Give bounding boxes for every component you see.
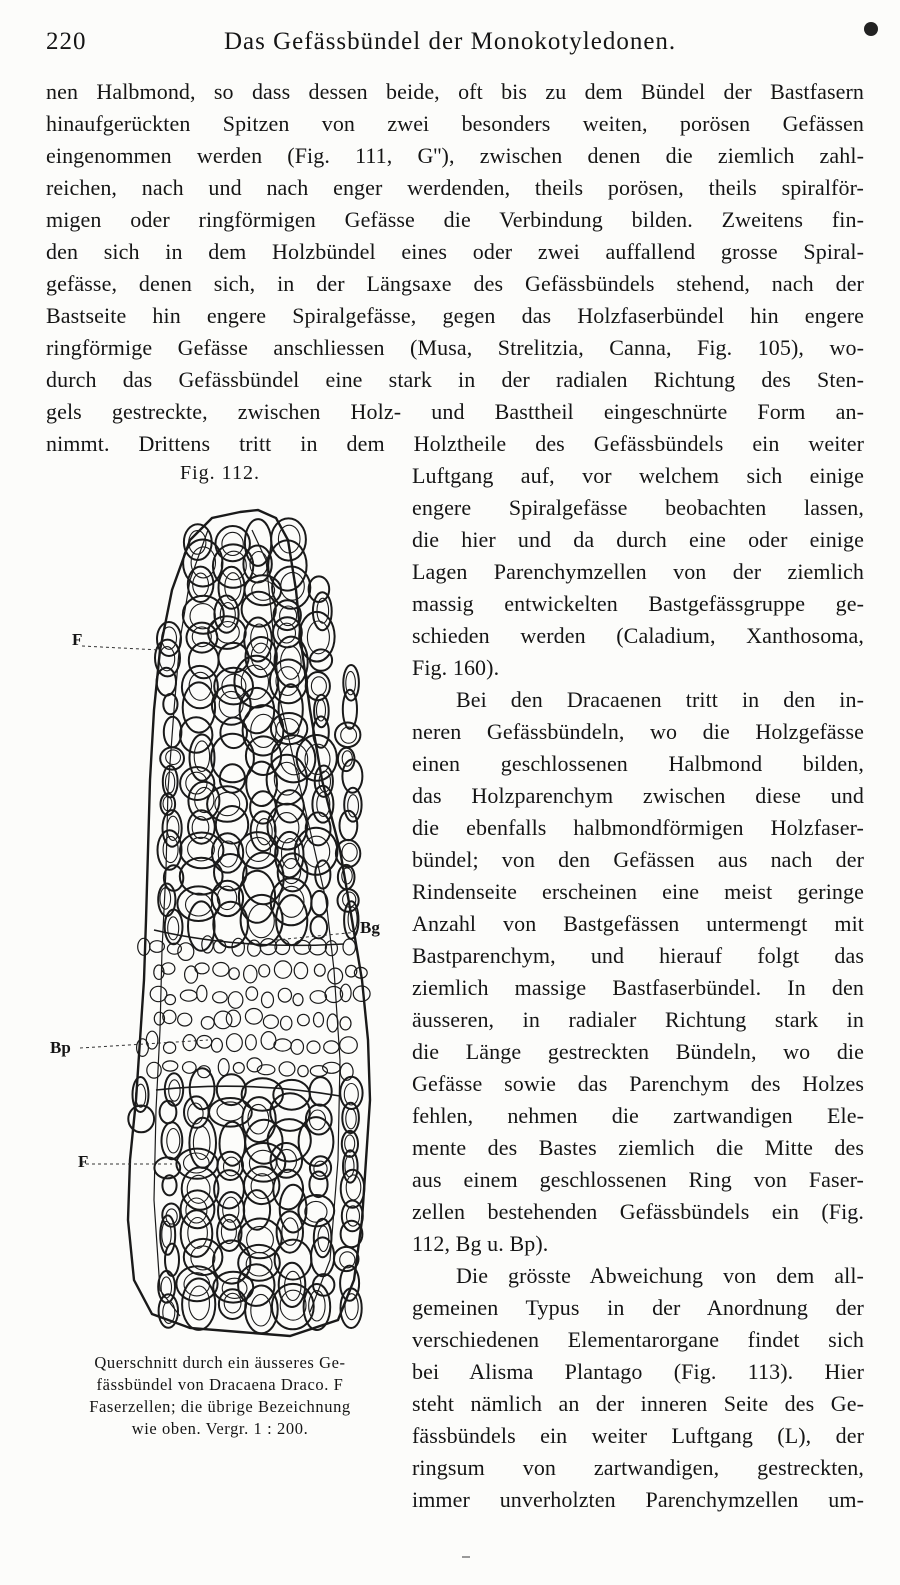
cell-wall bbox=[244, 965, 257, 983]
cell-wall bbox=[201, 1017, 214, 1030]
figure-label-f-bottom: F bbox=[78, 1152, 89, 1171]
text-line: migen oder ringförmigen Gefässe die Verbindung bilden. Zweitens fin- bbox=[46, 207, 864, 232]
text-line: fässbündels ein weiter Luftgang (L), der bbox=[412, 1423, 864, 1448]
text-line: ziemlich massige Bastfaserbündel. In den bbox=[412, 975, 864, 1000]
page-mark bbox=[462, 1556, 470, 1558]
text-line: bündel; von den Gefässen aus nach der bbox=[412, 847, 864, 872]
cell-wall bbox=[298, 1014, 310, 1025]
cell-lumen bbox=[311, 677, 326, 696]
cell-wall bbox=[246, 987, 258, 1000]
cell-lumen bbox=[280, 1290, 306, 1320]
cell-wall bbox=[146, 1031, 158, 1049]
figure-label-bg: Bg bbox=[360, 918, 380, 937]
figure-caption-line: Querschnitt durch ein äusseres Ge- bbox=[94, 1353, 346, 1372]
figure-caption-line: Faserzellen; die übrige Bezeichnung bbox=[89, 1397, 351, 1416]
cell-wall bbox=[218, 1059, 229, 1076]
page-number: 220 bbox=[46, 28, 87, 55]
cell-wall bbox=[248, 940, 261, 956]
text-line: fehlen, nehmen die zartwandigen Ele- bbox=[412, 1103, 864, 1128]
cross-section-illustration bbox=[40, 500, 400, 1350]
cell-wall bbox=[180, 717, 212, 752]
cell-wall bbox=[298, 1066, 308, 1077]
cell-wall bbox=[340, 811, 358, 841]
cell-wall bbox=[274, 1039, 291, 1051]
text-line: bei Alisma Plantago (Fig. 113). Hier bbox=[412, 1359, 864, 1384]
text-line: die ebenfalls halbmondförmigen Holzfaser- bbox=[412, 815, 864, 840]
cell-lumen bbox=[166, 750, 181, 765]
cell-wall bbox=[183, 1035, 196, 1051]
cell-wall bbox=[314, 964, 325, 976]
text-line: gefässe, denen sich, in der Längsaxe des Gefässbündels stehend, nach der bbox=[46, 271, 864, 296]
text-line: ringförmige Gefässe anschliessen (Musa, Strelitzia, Canna, Fig. 105), wo- bbox=[46, 335, 864, 360]
cell-wall bbox=[213, 992, 228, 1003]
cell-wall bbox=[343, 939, 355, 955]
text-line: die hier und da durch eine oder einige bbox=[412, 527, 864, 552]
page-header bbox=[46, 22, 860, 62]
cell-wall bbox=[291, 1040, 304, 1055]
cell-wall bbox=[273, 1170, 303, 1210]
cell-wall bbox=[162, 1122, 183, 1159]
cell-wall bbox=[197, 1036, 212, 1049]
cell-wall bbox=[294, 940, 311, 954]
cell-lumen bbox=[251, 1294, 271, 1326]
cell-lumen bbox=[193, 1126, 210, 1159]
cell-lumen bbox=[247, 1226, 274, 1252]
cell-lumen bbox=[345, 1294, 358, 1320]
cell-lumen bbox=[162, 627, 177, 649]
text-line: Bei den Dracaenen tritt in den in- bbox=[456, 687, 864, 712]
figure-caption-line: wie oben. Vergr. 1 : 200. bbox=[131, 1419, 309, 1438]
text-line: gemeinen Typus in der Anordnung der bbox=[412, 1295, 864, 1320]
cell-wall bbox=[340, 1017, 351, 1030]
text-line: nimmt. Drittens tritt in dem Holztheile des Gefässbündels ein weiter bbox=[46, 431, 864, 456]
cell-wall bbox=[228, 992, 243, 1009]
cell-lumen bbox=[166, 772, 175, 793]
text-line: massig entwickelten Bastgefässgruppe ge- bbox=[412, 591, 864, 616]
cell-lumen bbox=[278, 623, 296, 643]
cell-wall bbox=[311, 891, 327, 915]
text-line: Bastparenchym, und hierauf folgt das bbox=[412, 943, 864, 968]
cell-lumen bbox=[167, 1129, 180, 1153]
cell-wall bbox=[180, 990, 197, 1001]
cell-wall bbox=[310, 991, 326, 1004]
cell-pattern bbox=[128, 518, 370, 1333]
text-line: Gefässe sowie das Parenchym des Holzes bbox=[412, 1071, 864, 1096]
cell-wall bbox=[273, 1080, 310, 1110]
cell-lumen bbox=[168, 917, 179, 940]
text-line: immer unverholzten Parenchymzellen um- bbox=[412, 1487, 864, 1512]
text-line: verschiedenen Elementarorgane findet sich bbox=[412, 1327, 864, 1352]
cell-wall bbox=[147, 1062, 161, 1078]
cell-lumen bbox=[344, 1084, 358, 1105]
cell-wall bbox=[274, 961, 291, 978]
text-line: den sich in dem Holzbündel eines oder zwei auffallend grosse Spiral- bbox=[46, 239, 864, 264]
cell-wall bbox=[211, 1038, 222, 1052]
text-line: zellen bestehenden Gefässbündels ein (Fig. bbox=[412, 1199, 864, 1224]
text-line: das Holzparenchym zwischen diese und bbox=[412, 783, 864, 808]
leader-line-bp bbox=[80, 1040, 208, 1048]
cell-wall bbox=[213, 963, 229, 977]
text-line: Lagen Parenchymzellen von der ziemlich bbox=[412, 559, 864, 584]
cell-wall bbox=[294, 963, 307, 979]
text-line: gels gestreckte, zwischen Holz- und Basttheil eingeschnürte Form an- bbox=[46, 399, 864, 424]
ink-spot bbox=[864, 22, 878, 36]
cell-wall bbox=[229, 968, 239, 980]
text-line: reichen, nach und nach enger werdenden, theils porösen, theils spiralför- bbox=[46, 175, 864, 200]
text-line: 112, Bg u. Bp). bbox=[412, 1231, 549, 1256]
cell-wall bbox=[157, 668, 176, 696]
cell-wall bbox=[262, 992, 274, 1008]
text-line: schieden werden (Caladium, Xanthosoma, bbox=[412, 623, 864, 648]
cell-wall bbox=[246, 1035, 257, 1050]
cell-wall bbox=[324, 1041, 339, 1053]
cell-wall bbox=[314, 1013, 324, 1027]
leader-line-f-top bbox=[82, 646, 160, 650]
text-line: mente des Bastes ziemlich die Mitte des bbox=[412, 1135, 864, 1160]
cell-lumen bbox=[163, 836, 178, 862]
text-line: nen Halbmond, so dass dessen beide, oft bis zu dem Bündel der Bastfasern bbox=[46, 79, 864, 104]
text-line: steht nämlich an der inneren Seite des Ge- bbox=[412, 1391, 864, 1416]
text-line: Rindenseite erscheinen eine meist geringe bbox=[412, 879, 864, 904]
cell-wall bbox=[281, 1016, 292, 1030]
cell-lumen bbox=[274, 813, 299, 843]
cell-wall bbox=[128, 1106, 154, 1133]
text-line: Luftgang auf, vor welchem sich einige bbox=[412, 463, 864, 488]
cell-lumen bbox=[342, 751, 352, 766]
figure-label-f-top: F bbox=[72, 630, 83, 649]
cell-wall bbox=[163, 694, 177, 714]
text-line: einen geschlossenen Halbmond bilden, bbox=[412, 751, 864, 776]
cell-wall bbox=[220, 764, 245, 792]
text-line: die Länge gestreckten Bündeln, wo die bbox=[412, 1039, 864, 1064]
cell-wall bbox=[293, 994, 303, 1006]
cell-wall bbox=[247, 1058, 262, 1072]
figure-caption-line: fässbündel von Dracaena Draco. F bbox=[96, 1375, 344, 1394]
cell-wall bbox=[202, 936, 213, 953]
cell-lumen bbox=[346, 1175, 361, 1200]
text-line: Die grösste Abweichung von dem all- bbox=[456, 1263, 864, 1288]
cell-lumen bbox=[342, 843, 357, 861]
cell-wall bbox=[214, 1011, 232, 1029]
cell-wall bbox=[185, 966, 198, 983]
text-line: ringsum von zartwandigen, gestreckten, bbox=[412, 1455, 864, 1480]
cell-lumen bbox=[251, 1174, 273, 1199]
cell-wall bbox=[164, 1042, 176, 1053]
text-line: äusseren, in radialer Richtung stark in bbox=[412, 1007, 864, 1032]
text-line: durch das Gefässbündel eine stark in der radialen Richtung des Sten- bbox=[46, 367, 864, 392]
cell-lumen bbox=[346, 1109, 356, 1129]
cell-wall bbox=[195, 963, 209, 974]
text-line: Anzahl von Bastgefässen untermengt mit bbox=[412, 911, 864, 936]
cell-lumen bbox=[285, 1271, 301, 1300]
cell-wall bbox=[279, 1062, 295, 1076]
cell-wall bbox=[245, 1009, 262, 1025]
cell-wall bbox=[160, 1101, 177, 1123]
cell-wall bbox=[178, 1013, 192, 1026]
figure-label-bp: Bp bbox=[50, 1038, 71, 1057]
cell-lumen bbox=[220, 603, 235, 628]
cell-wall bbox=[263, 1015, 278, 1028]
cell-wall bbox=[163, 1061, 178, 1071]
text-line: engere Spiralgefässe beobachten lassen, bbox=[412, 495, 864, 520]
cell-wall bbox=[307, 1041, 320, 1053]
cell-wall bbox=[309, 938, 327, 955]
cell-wall bbox=[259, 965, 270, 977]
figure-title: Fig. 112. bbox=[180, 462, 260, 484]
cell-wall bbox=[227, 1034, 243, 1052]
cell-wall bbox=[244, 1190, 270, 1230]
cell-lumen bbox=[281, 572, 305, 600]
cell-wall bbox=[309, 576, 330, 602]
cell-wall bbox=[268, 540, 306, 590]
cell-wall bbox=[327, 1014, 338, 1032]
cell-wall bbox=[340, 1037, 358, 1054]
cell-wall bbox=[226, 1010, 240, 1027]
cell-wall bbox=[233, 1063, 244, 1074]
text-line: neren Gefässbündeln, wo die Holzgefässe bbox=[412, 719, 864, 744]
cell-wall bbox=[340, 1077, 362, 1109]
cell-wall bbox=[165, 995, 176, 1005]
text-line: eingenommen werden (Fig. 111, G''), zwischen denen die ziemlich zahl- bbox=[46, 143, 864, 168]
cell-wall bbox=[278, 988, 291, 1002]
cell-wall bbox=[197, 985, 207, 1001]
text-line: Fig. 160). bbox=[412, 655, 500, 680]
text-line: Bastseite hin engere Spiralgefässe, gegen das Holzfaserbündel hin engere bbox=[46, 303, 864, 328]
text-line: hinaufgerückten Spitzen von zwei besonders weiten, porösen Gefässen bbox=[46, 111, 864, 136]
running-title: Das Gefässbündel der Monokotyledonen. bbox=[224, 28, 677, 55]
text-line: aus einem geschlossenen Ring von Faser- bbox=[412, 1167, 864, 1192]
cell-lumen bbox=[189, 1286, 210, 1320]
cell-lumen bbox=[169, 1080, 180, 1101]
